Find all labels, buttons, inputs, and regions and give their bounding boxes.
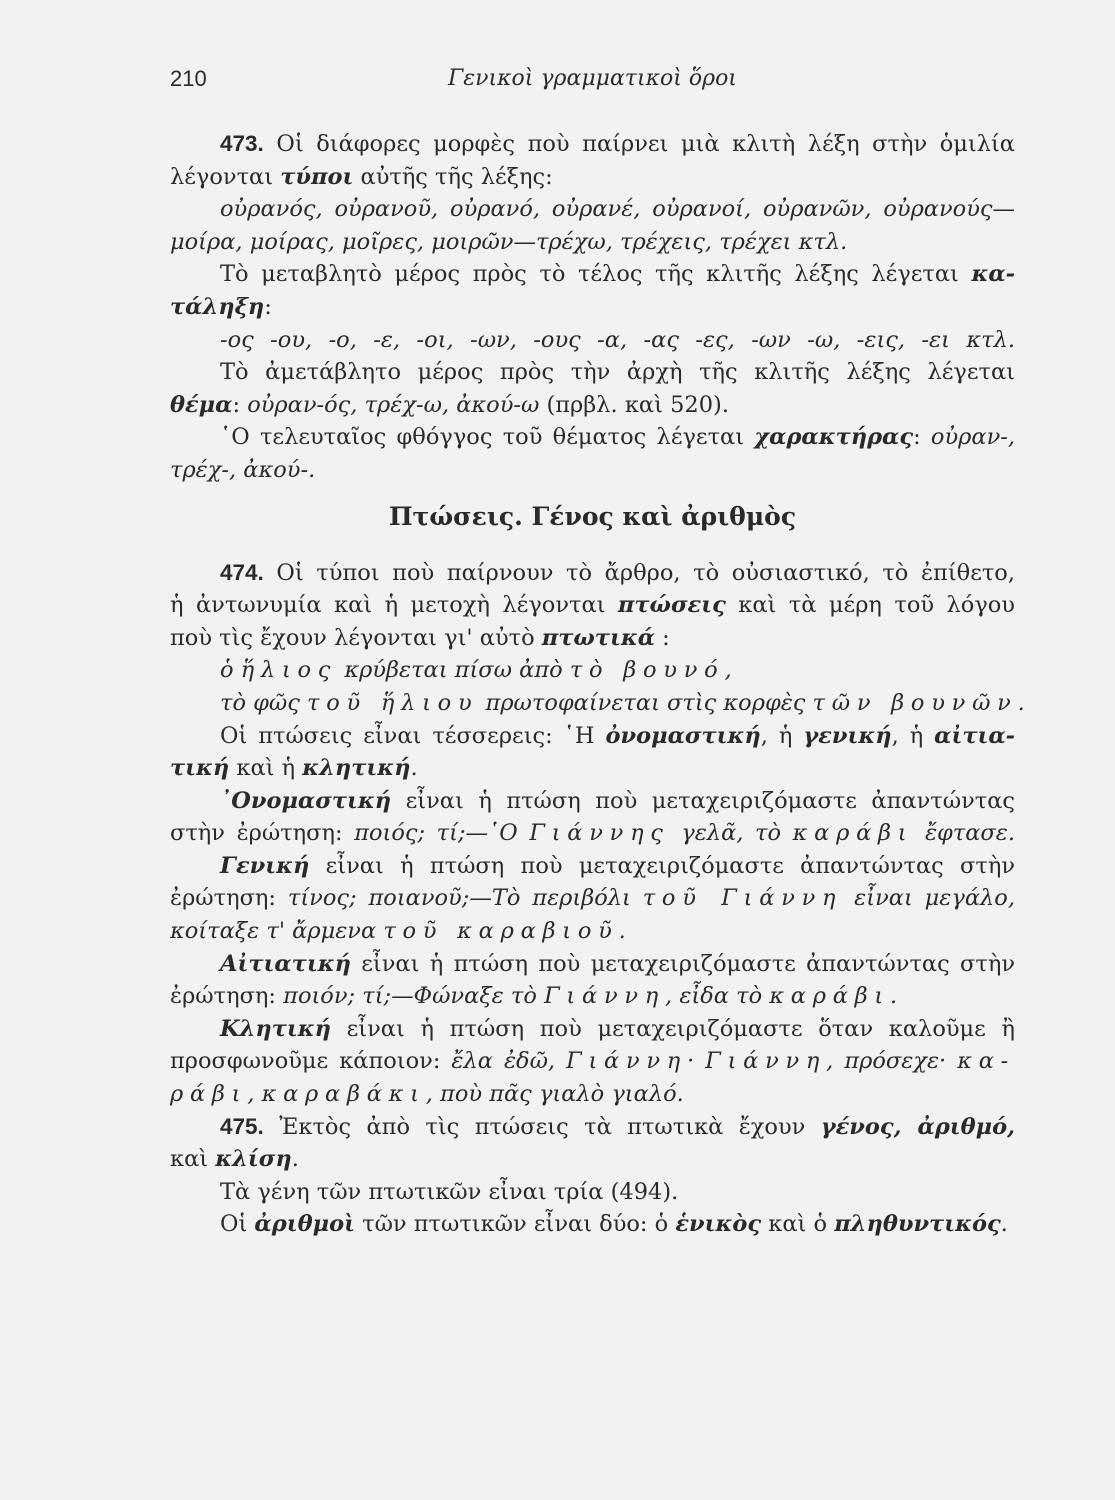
- text: , ἡ: [760, 722, 804, 749]
- endings-line: -ος -ου, -ο, -ε, -οι, -ων, -ους -α, -ας -ες, -ων -ω, -εις, -ει κτλ.: [220, 326, 1015, 353]
- spaced-word: καραβάκι: [261, 1081, 426, 1108]
- example: ·: [687, 1048, 706, 1075]
- text: Οἱ: [220, 1211, 255, 1238]
- text: Οἱ τύποι ποὺ παίρνουν τὸ ἄρθρο, τὸ οὐσιαστικό, τὸ ἐπίθετο,: [263, 559, 1015, 586]
- text-line: [170, 1208, 1015, 1241]
- text: εἶναι ἡ πτώση ποὺ μεταχειριζόμαστε ἀπαντώντας στὴν: [350, 950, 1015, 977]
- spaced-word: τῶν βουνῶν: [812, 689, 1018, 716]
- example: .: [618, 918, 626, 945]
- example: , πρόσεχε·: [826, 1048, 958, 1075]
- paragraph-number: 475.: [220, 1113, 264, 1139]
- text: .: [1017, 689, 1025, 716]
- text: τῶν πτωτικῶν εἶναι δύο: ὁ: [354, 1211, 676, 1238]
- example: τίνος; ποιανοῦ;—Τὸ περιβόλι: [287, 885, 643, 912]
- example: ,: [247, 1081, 262, 1108]
- text: (πρβλ. καὶ 520).: [539, 391, 729, 418]
- term: Κλητική: [220, 1015, 331, 1042]
- text: .: [410, 755, 418, 782]
- text: κρύβεται πίσω ἀπὸ: [337, 657, 570, 684]
- text: καὶ ὁ: [761, 1211, 835, 1238]
- spaced-word: Γιάννης: [529, 820, 670, 847]
- paragraph-474-line: [170, 557, 1015, 590]
- text-line: [170, 1045, 1015, 1078]
- spaced-word: Γιάννη: [705, 1048, 827, 1075]
- term: αἰτια-: [934, 722, 1016, 749]
- text-line: [170, 1013, 1015, 1046]
- text: , ἡ: [891, 722, 935, 749]
- text: ῾Ο τελευταῖος φθόγγος τοῦ θέματος λέγεται: [220, 424, 755, 451]
- text-line: [170, 389, 1015, 422]
- example: ἔφτασε.: [913, 820, 1016, 847]
- example-line: [170, 687, 1025, 720]
- term: ὀνομαστική: [605, 722, 761, 749]
- term-katalixi: τάληξη: [170, 293, 265, 320]
- spaced-word: ἥλιος: [240, 657, 338, 684]
- term-ptoseis: πτώσεις: [617, 592, 726, 619]
- text: εἶναι ἡ πτώση ποὺ μεταχειριζόμαστε ὅταν καλοῦμε ἢ: [330, 1015, 1015, 1042]
- example-line: [170, 654, 1015, 687]
- text: :: [655, 624, 670, 651]
- text: εἶναι ἡ πτώση ποὺ μεταχειριζόμαστε ἀπαντώντας: [391, 787, 1015, 814]
- text-line: [170, 589, 1015, 622]
- text: :: [232, 391, 248, 418]
- example: , εἶδα τὸ: [665, 983, 770, 1010]
- term: γένος, ἀριθμό,: [820, 1113, 1015, 1140]
- spaced-word: Γιάννη: [544, 983, 666, 1010]
- term: ἑνικὸς: [675, 1211, 762, 1238]
- example-line: μοίρα, μοίρας, μοῖρες, μοιρῶν—τρέχω, τρέχεις, τρέχει κτλ.: [170, 228, 848, 255]
- text-line: [170, 1143, 1015, 1176]
- running-title: Γενικοὶ γραμματικοὶ ὅροι: [448, 66, 737, 91]
- spaced-word: Γιάννη: [566, 1048, 688, 1075]
- text: εἶναι ἡ πτώση ποὺ μεταχειριζόμαστε ἀπαντώντας στὴν: [309, 852, 1015, 879]
- example: ποιόν; τί;—Φώναξε τὸ: [283, 983, 545, 1010]
- example-line: οὐρανός, οὐρανοῦ, οὐρανό, οὐρανέ, οὐρανοί, οὐρανῶν, οὐρανούς—: [220, 196, 1015, 223]
- text: προσφωνοῦμε κάποιον:: [170, 1048, 452, 1075]
- example: οὐραν-,: [930, 424, 1016, 451]
- page-body: [170, 128, 1025, 1241]
- text-line: [170, 980, 1015, 1013]
- term: πληθυντικός: [834, 1211, 1001, 1238]
- example: ποιός; τί;—῾Ο: [354, 820, 530, 847]
- term: ᾿Ονομαστική: [220, 787, 392, 814]
- text: Οἱ πτώσεις εἶναι τέσσερεις: ῾Η: [220, 722, 606, 749]
- page-number: 210: [170, 66, 207, 91]
- term: τική: [170, 755, 230, 782]
- spaced-word: καράβι: [792, 820, 914, 847]
- text: Τὸ μεταβλητὸ μέρος πρὸς τὸ τέλος τῆς κλιτῆς λέξης λέγεται: [220, 261, 972, 288]
- spaced-word: τοῦ ἥλιου: [307, 689, 479, 716]
- text-line: [170, 258, 1015, 291]
- text: ποὺ τὶς ἔχουν λέγονται γι' αὐτὸ: [170, 624, 542, 651]
- text: καὶ: [170, 1146, 216, 1173]
- text-line: [170, 161, 1015, 194]
- text-line: Τὰ γένη τῶν πτωτικῶν εἶναι τρία (494).: [220, 1178, 679, 1205]
- text-line: [170, 1078, 1015, 1111]
- text: τὸ φῶς: [220, 689, 308, 716]
- text-line: [170, 421, 1015, 454]
- term: Γενική: [220, 852, 310, 879]
- term-katalixi: κα-: [971, 261, 1015, 288]
- text: ,: [724, 657, 732, 684]
- text-line: [170, 817, 1015, 850]
- text-line: [170, 720, 1015, 753]
- example-line: τρέχ-, ἀκού-.: [170, 456, 316, 483]
- text-line: Τὸ ἀμετάβλητο μέρος πρὸς τὴν ἀρχὴ τῆς κλιτῆς λέξης λέγεται: [220, 359, 1015, 386]
- spaced-word: τοῦ Γιάννη: [642, 885, 843, 912]
- text: Ἐκτὸς ἀπὸ τὶς πτώσεις τὰ πτωτικὰ ἔχουν: [263, 1113, 821, 1140]
- term: ἀριθμοὶ: [254, 1211, 355, 1238]
- text-line: [170, 882, 1015, 915]
- page-header: [170, 66, 1015, 102]
- section-heading: Πτώσεις. Γένος καὶ ἀριθμὸς: [388, 501, 797, 531]
- term-typoi: τύποι: [280, 163, 354, 190]
- text-line: [170, 850, 1015, 883]
- text: .: [1000, 1211, 1008, 1238]
- paragraph-473-line: [170, 128, 1015, 161]
- term: κλητική: [302, 755, 411, 782]
- term-ptotika: πτωτικά: [541, 624, 656, 651]
- term: κλίση: [215, 1146, 292, 1173]
- spaced-word: καράβι: [769, 983, 890, 1010]
- text-line: [170, 948, 1015, 981]
- text-line: [170, 752, 1015, 785]
- term: γενική: [803, 722, 892, 749]
- example: .: [889, 983, 898, 1010]
- text: στὴν ἐρώτηση:: [170, 820, 355, 847]
- text: .: [291, 1146, 299, 1173]
- text: καὶ τὰ μέρη τοῦ λόγου: [725, 592, 1015, 619]
- text: Οἱ διάφορες μορφὲς ποὺ παίρνει μιὰ κλιτὴ λέξη στὴν ὁμιλία: [263, 131, 1015, 157]
- text-line: [170, 915, 1015, 948]
- term-thema: θέμα: [170, 391, 233, 418]
- text: λέγονται: [170, 163, 281, 190]
- spaced-word: ράβι: [170, 1081, 248, 1108]
- text: πρωτοφαίνεται στὶς κορφὲς: [478, 689, 813, 716]
- text-line: [170, 785, 1015, 818]
- example: εἶναι μεγάλο,: [842, 885, 1015, 912]
- example: κοίταξε τ' ἄρμενα: [170, 918, 384, 945]
- text: καὶ ἡ: [229, 755, 303, 782]
- paragraph-475-line: [170, 1111, 1015, 1144]
- spaced-word: τοῦ καραβιοῦ: [383, 918, 619, 945]
- text: ἐρώτηση:: [170, 885, 288, 912]
- paragraph-number: 473.: [220, 131, 264, 156]
- text-line: [170, 622, 1015, 655]
- term: Αἰτιατική: [220, 950, 351, 977]
- text: ὁ: [220, 657, 241, 684]
- term-charaktiras: χαρακτήρας: [754, 424, 914, 451]
- text-line: [170, 291, 1015, 324]
- text: :: [264, 293, 272, 320]
- spaced-word: κα-: [957, 1048, 1015, 1075]
- text: ἐρώτηση:: [170, 983, 284, 1010]
- example: , ποὺ πᾶς γιαλὸ γιαλό.: [425, 1081, 684, 1108]
- example: οὐραν-ός, τρέχ-ω, ἀκού-ω: [247, 391, 540, 418]
- text: :: [913, 424, 931, 451]
- text: αὐτῆς τῆς λέξης:: [353, 163, 553, 190]
- paragraph-number: 474.: [220, 559, 264, 585]
- example: ἔλα ἐδῶ,: [451, 1048, 567, 1075]
- text: ἡ ἀντωνυμία καὶ ἡ μετοχὴ λέγονται: [170, 592, 618, 619]
- spaced-word: τὸ βουνό: [569, 657, 725, 684]
- example: γελᾶ, τὸ: [669, 820, 793, 847]
